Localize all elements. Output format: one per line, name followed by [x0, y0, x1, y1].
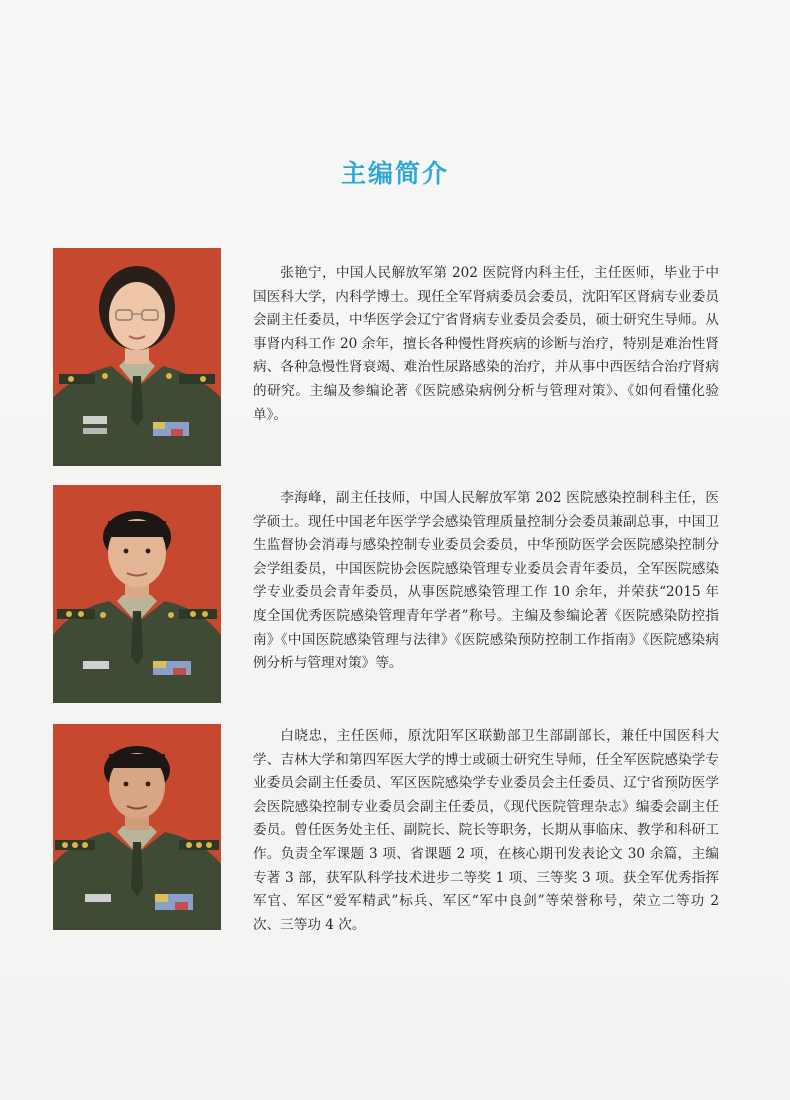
editor-2-photo: [53, 485, 221, 703]
editor-1-bio: 张艳宁，中国人民解放军第 202 医院肾内科主任，主任医师，毕业于中国医科大学，内科学博士。现任全军肾病委员会委员，沈阳军区肾病专业委员会副主任委员，中华医学会辽宁省肾病专业委员会委员，硕士研究生导师。从事肾内科工作 20 余年，擅长各种慢性肾疾病的诊断与治疗，特别是难治性肾病、各种急慢性肾衰竭、难治性尿路感染的治疗，并从事中西医结合治疗肾病的研究。主编及参编论著《医院感染病例分析与管理对策》、《如何看懂化验单》。: [253, 265, 719, 423]
editor-3-bio: 白晓忠，主任医师，原沈阳军区联勤部卫生部副部长，兼任中国医科大学、吉林大学和第四军医大学的博士或硕士研究生导师，任全军医院感染学专业委员会副主任委员、军区医院感染学专业委员会主任委员、辽宁省预防医学会医院感染控制专业委员会副主任委员，《现代医院管理杂志》编委会副主任委员。曾任医务处主任、副院长、院长等职务，长期从事临床、教学和科研工作。负责全军课题 3 项、省课题 2 项，在核心期刊发表论文 30 余篇，主编专著 3 部，获军队科学技术进步二等奖 1 项、三等奖 3 项。获全军优秀指挥军官、军区“爱军精武”标兵、军区“军中良剑”等荣誉称号，荣立二等功 2 次、三等功 4 次。: [253, 728, 719, 933]
editor-2-bio: 李海峰，副主任技师，中国人民解放军第 202 医院感染控制科主任，医学硕士。现任中国老年医学学会感染管理质量控制分会委员兼副总事，中国卫生监督协会消毒与感染控制专业委员会委员，中华预防医学会医院感染控制分会学组委员，中国医院协会医院感染管理专业委员会青年委员，全军医院感染学专业委员会青年委员，从事医院感染管理工作 10 余年，并荣获“2015 年度全国优秀医院感染管理青年学者”称号。主编及参编论著《医院感染防控指南》《中国医院感染管理与法律》《医院感染预防控制工作指南》《医院感染病例分析与管理对策》等。: [253, 490, 719, 672]
editor-1-photo: [53, 248, 221, 466]
page-title: 主编简介: [340, 159, 449, 188]
